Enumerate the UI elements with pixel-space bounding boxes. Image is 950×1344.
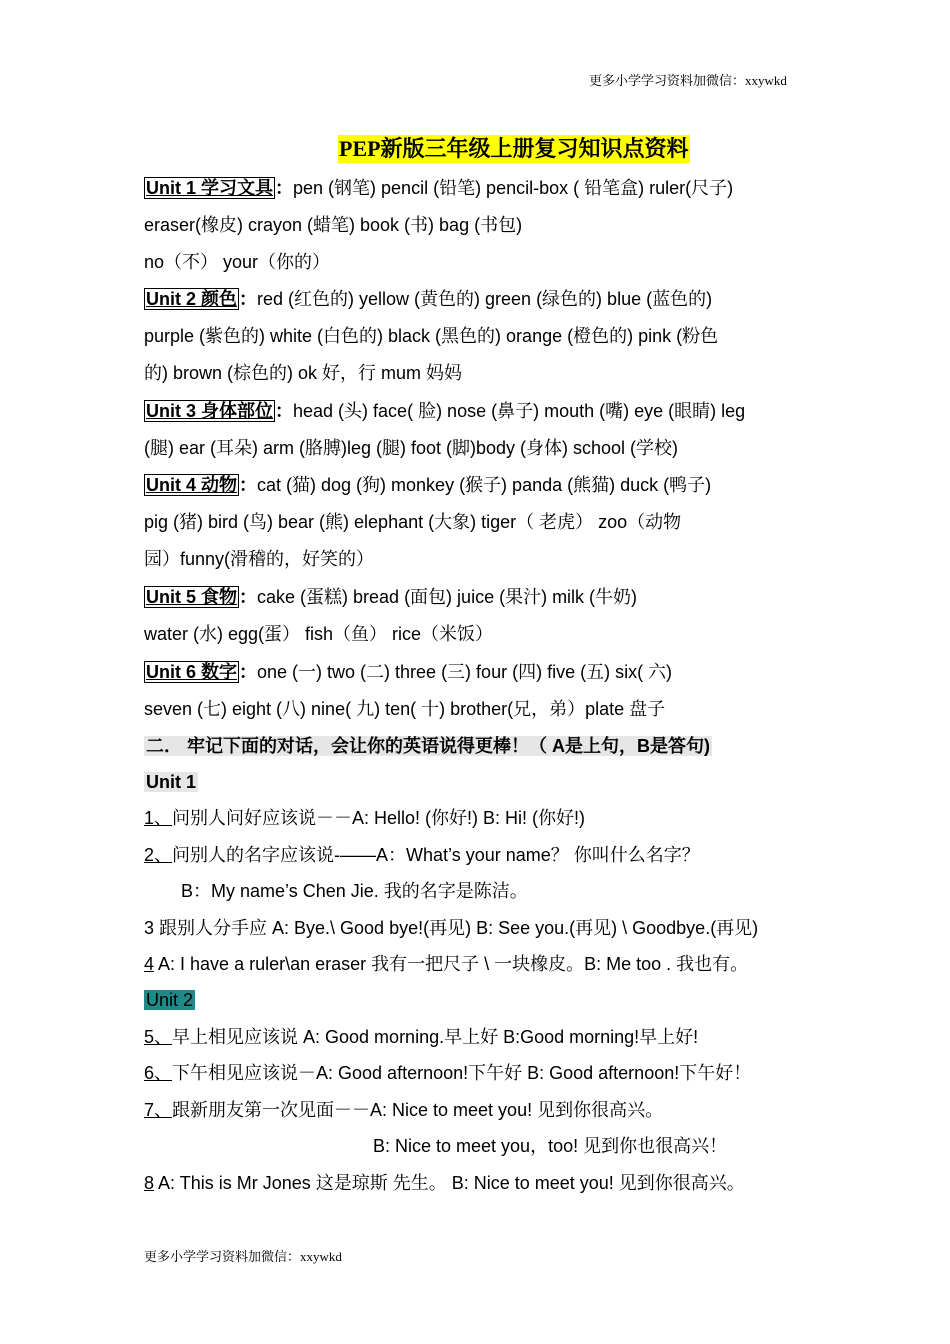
unit5-vocab-line1: Unit 5 食物 ：cake (蛋糕) bread (面包) juice (果汁) milk (牛奶) [146,587,638,607]
unit2-vocab-line1: Unit 2 颜色 ：red (红色的) yellow (黄色的) green (绿色的) blue (蓝色的) [146,289,713,309]
dialog-unit1-heading: Unit 1 [146,772,197,792]
unit1-vocab-line2: eraser(橡皮) crayon (蜡笔) book (书) bag (书包) [144,215,523,235]
unit5-label: Unit 5 食物 [146,587,238,607]
unit2-label: Unit 2 颜色 [146,289,238,309]
unit6-vocab-line2: seven (七) eight (八) nine( 九) ten( 十) brother(兄，弟）plate 盘子 [144,699,666,719]
unit5-vocab-line2: water (水) egg(蛋） fish（鱼） rice（米饭） [144,624,494,644]
dialog-4: 4 A: I have a ruler\an eraser 我有一把尺子 \ 一块橡皮。B: Me too . 我也有。 [144,954,749,974]
unit1-label: Unit 1 学习文具 [146,178,274,198]
dialog-2: 2、问别人的名字应该说-——A：What’s your name？ 你叫什么名字？ [144,845,700,865]
unit3-vocab-line1: Unit 3 身体部位 ：head (头) face( 脸) nose (鼻子) mouth (嘴) eye (眼睛) leg [146,401,746,421]
dialog-3: 3 跟别人分手应 A: Bye.\ Good bye!(再见) B: See you.(再见) \ Goodbye.(再见) [144,918,759,938]
page-footer-note: 更多小学学习资料加微信：xxywkd [144,1249,342,1264]
dialog-2-answer: B：My name’s Chen Jie. 我的名字是陈洁。 [181,881,528,901]
page-title: PEP新版三年级上册复习知识点资料 [339,136,689,161]
unit3-words: head (头) face( 脸) nose (鼻子) mouth (嘴) eye (眼睛) leg [293,401,746,421]
unit1-vocab-line1: Unit 1 学习文具 ：pen (钢笔) pencil (铅笔) pencil-box ( 铅笔盒) ruler(尺子) [146,178,734,198]
dialog-unit2-heading: Unit 2 [146,990,194,1010]
unit6-vocab-line1: Unit 6 数字 ：one (一) two (二) three (三) four (四) five (五) six( 六) [146,662,673,682]
unit1-words: pen (钢笔) pencil (铅笔) pencil-box ( 铅笔盒) ruler(尺子) [293,178,734,198]
unit3-label: Unit 3 身体部位 [146,401,274,421]
dialog-6: 6、下午相见应该说－A: Good afternoon!下午好 B: Good afternoon!下午好！ [144,1063,752,1083]
unit6-label: Unit 6 数字 [146,662,238,682]
dialog-7: 7、跟新朋友第一次见面－－A: Nice to meet you! 见到你很高兴。 [144,1100,664,1120]
unit6-words: one (一) two (二) three (三) four (四) five (五) six( 六) [257,662,673,682]
dialog-5: 5、早上相见应该说 A: Good morning.早上好 B:Good morning!早上好! [144,1027,699,1047]
unit4-vocab-line2: pig (猪) bird (鸟) bear (熊) elephant (大象) tiger（ 老虎） zoo（动物 [144,512,682,532]
unit1-vocab-line3: no（不） your（你的） [144,252,331,272]
unit3-vocab-line2: (腿) ear (耳朵) arm (胳膊)leg (腿) foot (脚)body (身体) school (学校) [144,438,679,458]
section2-heading: 二． 牢记下面的对话，会让你的英语说得更棒！（ A是上句，B是答句) [146,736,710,756]
unit4-label: Unit 4 动物 [146,475,238,495]
dialog-8: 8 A: This is Mr Jones 这是琼斯 先生。 B: Nice to meet you! 见到你很高兴。 [144,1173,745,1193]
page-header-note: 更多小学学习资料加微信：xxywkd [589,73,787,88]
unit2-vocab-line3: 的) brown (棕色的) ok 好，行 mum 妈妈 [144,363,463,383]
dialog-7-answer: B: Nice to meet you，too! 见到你也很高兴！ [373,1136,728,1156]
unit4-words: cat (猫) dog (狗) monkey (猴子) panda (熊猫) duck (鸭子) [257,475,712,495]
unit2-words: red (红色的) yellow (黄色的) green (绿色的) blue (蓝色的) [257,289,713,309]
unit4-vocab-line1: Unit 4 动物 ：cat (猫) dog (狗) monkey (猴子) panda (熊猫) duck (鸭子) [146,475,712,495]
dialog-1: 1、问别人问好应该说－－A: Hello! (你好!) B: Hi! (你好!) [144,808,586,828]
unit4-vocab-line3: 园）funny(滑稽的，好笑的） [144,549,375,569]
unit5-words: cake (蛋糕) bread (面包) juice (果汁) milk (牛奶) [257,587,638,607]
unit2-vocab-line2: purple (紫色的) white (白色的) black (黑色的) orange (橙色的) pink (粉色 [144,326,719,346]
